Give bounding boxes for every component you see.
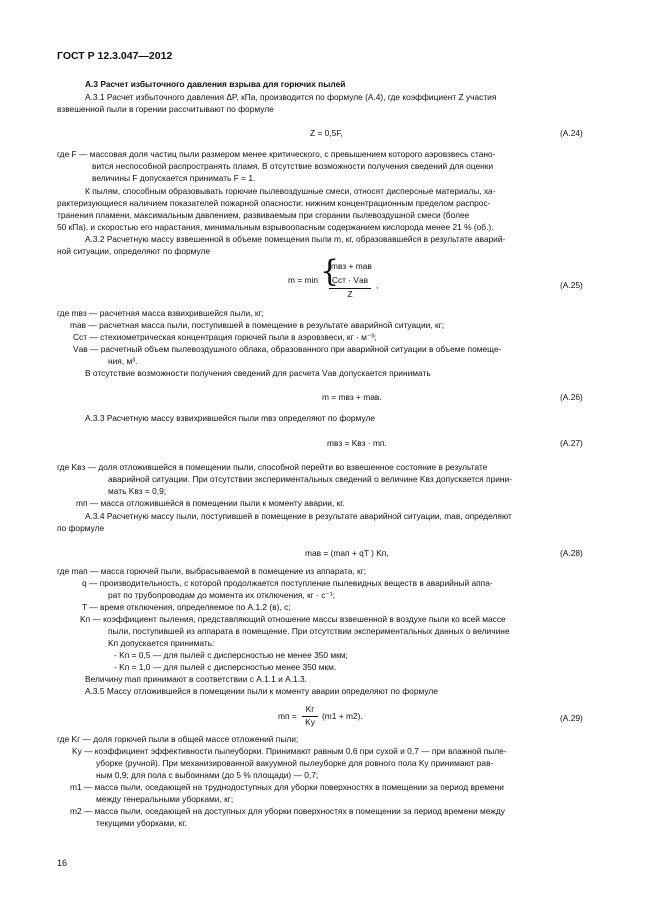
text-line: Cст — стехиометрическая концентрация горючей пыли в аэровзвеси, кг · м⁻³;: [73, 332, 377, 342]
text-line: уборке (ручной). При механизированной вакуумной пылеуборке для ровного пола Kу принимают рав-: [96, 758, 494, 768]
equation-number: (А.26): [560, 392, 583, 402]
eq25-top: mвз + mав: [331, 261, 372, 271]
text-line: где Kг — доля горючей пыли в общей массе отложений пыли;: [57, 734, 299, 744]
text-line: К пылям, способным образовывать горючие пылевоздушные смеси, относят дисперсные материалы, ха-: [85, 186, 496, 196]
eq29-frac-den: Kу: [302, 716, 318, 727]
text-line: текущими уборками, кг.: [96, 818, 187, 828]
equation: mвз = Kвз · mп.: [327, 438, 387, 448]
text-line: А.3.2 Расчетную массу взвешенной в объеме помещения пыли m, кг, образовавшейся в результате аварий-: [85, 234, 506, 244]
eq25-number: (А.25): [560, 280, 583, 290]
text-line: q — производительность, с которой продолжается поступление пылевидных веществ в аварийный аппа-: [82, 578, 493, 588]
eq29-rest: (m1 + m2).: [322, 711, 363, 721]
text-line: Kп допускается принимать:: [108, 638, 215, 648]
text-line: 50 кПа), и скоростью его нарастания, минимальным взрывоопасным содержанием кислорода менее 21 % (об.).: [57, 222, 494, 232]
equation: m = mвз + mав.: [322, 392, 382, 402]
text-line: транения пламени, максимальным давлением, развиваемым при сгорании пылевоздушной смеси (более: [57, 210, 470, 220]
text-line: А.3.1 Расчет избыточного давления ΔP, кПа, производится по формуле (А.4), где коэффициент Z участия: [85, 92, 497, 102]
text-line: Kу — коэффициент эффективности пылеуборки. Принимают равным 0,6 при сухой и 0,7 — при влажной пыле-: [72, 746, 507, 756]
eq29-lhs: mп =: [278, 711, 297, 721]
text-line: А.3.4 Расчетную массу пыли, поступившей в помещение в результате аварийной ситуации, mав, определяют: [85, 511, 512, 521]
text-line: ния, м³.: [108, 356, 138, 366]
page-number: 16: [57, 858, 68, 868]
text-line: m1 — масса пыли, оседающей на труднодоступных для уборки поверхностях в помещении за период времени: [70, 782, 504, 792]
text-line: где mвз — расчетная масса взвихрившейся пыли, кг;: [57, 308, 264, 318]
text-line: где Kвз — доля отложившейся в помещении пыли, способной перейти во взвешенное состояние в результате: [57, 462, 488, 472]
eq25-brace: {: [320, 254, 340, 289]
text-line: А.3.5 Массу отложившейся в помещении пыли к моменту аварии определяют по формуле: [85, 686, 438, 696]
text-line: рат по трубопроводам до момента их отключения, кг · с⁻¹;: [108, 590, 335, 600]
eq25-frac-den: Z: [329, 288, 371, 299]
equation-number: (А.27): [560, 438, 583, 448]
text-line: m2 — масса пыли, оседающей на доступных для уборки поверхностях в помещении за период времени между: [70, 806, 505, 816]
equation-number: (А.28): [560, 548, 583, 558]
equation: Z = 0,5F,: [310, 128, 343, 138]
text-line: Vав — расчетный объем пылевоздушного облака, образованного при аварийной ситуации в объеме помеще-: [73, 344, 502, 354]
text-line: по формуле: [57, 523, 105, 533]
equation: mав = (mап + qT ) Kп,: [305, 548, 389, 558]
text-line: T — время отключения, определяемое по А.1.2 (в), с;: [82, 602, 291, 612]
text-line: А.3.3 Расчетную массу взвихрившейся пыли mвз определяют по формуле: [85, 413, 375, 423]
text-line: взвешенной пыли в горении рассчитывают по формуле: [57, 104, 274, 114]
text-line: величины F допускается принимать F = 1.: [92, 173, 256, 183]
text-line: mп — масса отложившейся в помещении пыли к моменту аварии, кг.: [76, 498, 345, 508]
text-line: Kп — коэффициент пыления, представляющий отношение массы взвешенной в воздухе пыли ко всей массе: [80, 614, 506, 624]
eq25-frac-num: Cст · Vав: [331, 275, 369, 285]
text-line: ной ситуации, определяют по формуле: [57, 246, 211, 256]
text-line: Величину mап принимают в соответствии с А.1.1 и А.1.3.: [85, 674, 307, 684]
eq25-tail: ,: [376, 280, 379, 290]
text-line: вится неспособной распространять пламя. В отсутствие возможности получения сведений для оценки: [92, 161, 494, 171]
text-line: мать Kвз = 0,9;: [108, 486, 167, 496]
text-line: В отсутствие возможности получения сведений для расчета Vав допускается принимать: [85, 368, 431, 378]
eq29-number: (А.29): [560, 713, 583, 723]
page-header: ГОСТ Р 12.3.047—2012: [57, 50, 173, 62]
eq25-lhs: m = min: [288, 275, 319, 285]
text-line: - Kп = 0,5 — для пылей с дисперсностью не менее 350 мкм;: [114, 650, 348, 660]
text-line: mав — расчетная масса пыли, поступившей в помещение в результате аварийной ситуации, кг;: [70, 320, 445, 330]
text-line: аварийной ситуации. При отсутствии экспериментальных сведений о величине Kвз допускается прини-: [108, 474, 513, 484]
text-line: А.3 Расчет избыточного давления взрыва для горючих пылей: [85, 79, 346, 89]
text-line: ным 0,9; для пола с выбоинами (до 5 % площади) — 0,7;: [96, 770, 319, 780]
text-line: пыли, поступившей из аппарата в помещение. При отсутствии экспериментальных данных о величине: [108, 626, 510, 636]
text-line: рактеризующиеся наличием показателей пожарной опасности: нижним концентрационным пределом распрос-: [57, 198, 491, 208]
text-line: между генеральными уборками, кг;: [96, 794, 234, 804]
eq29-frac-num: Kг: [305, 704, 315, 714]
text-line: где mап — масса горючей пыли, выбрасываемой в помещение из аппарата, кг;: [57, 566, 367, 576]
text-line: где F — массовая доля частиц пыли размером менее критического, с превышением которого аэровзвесь стано-: [57, 149, 496, 159]
text-line: - Kп = 1,0 — для пылей с дисперсностью менее 350 мкм.: [114, 662, 337, 672]
equation-number: (А.24): [560, 128, 583, 138]
